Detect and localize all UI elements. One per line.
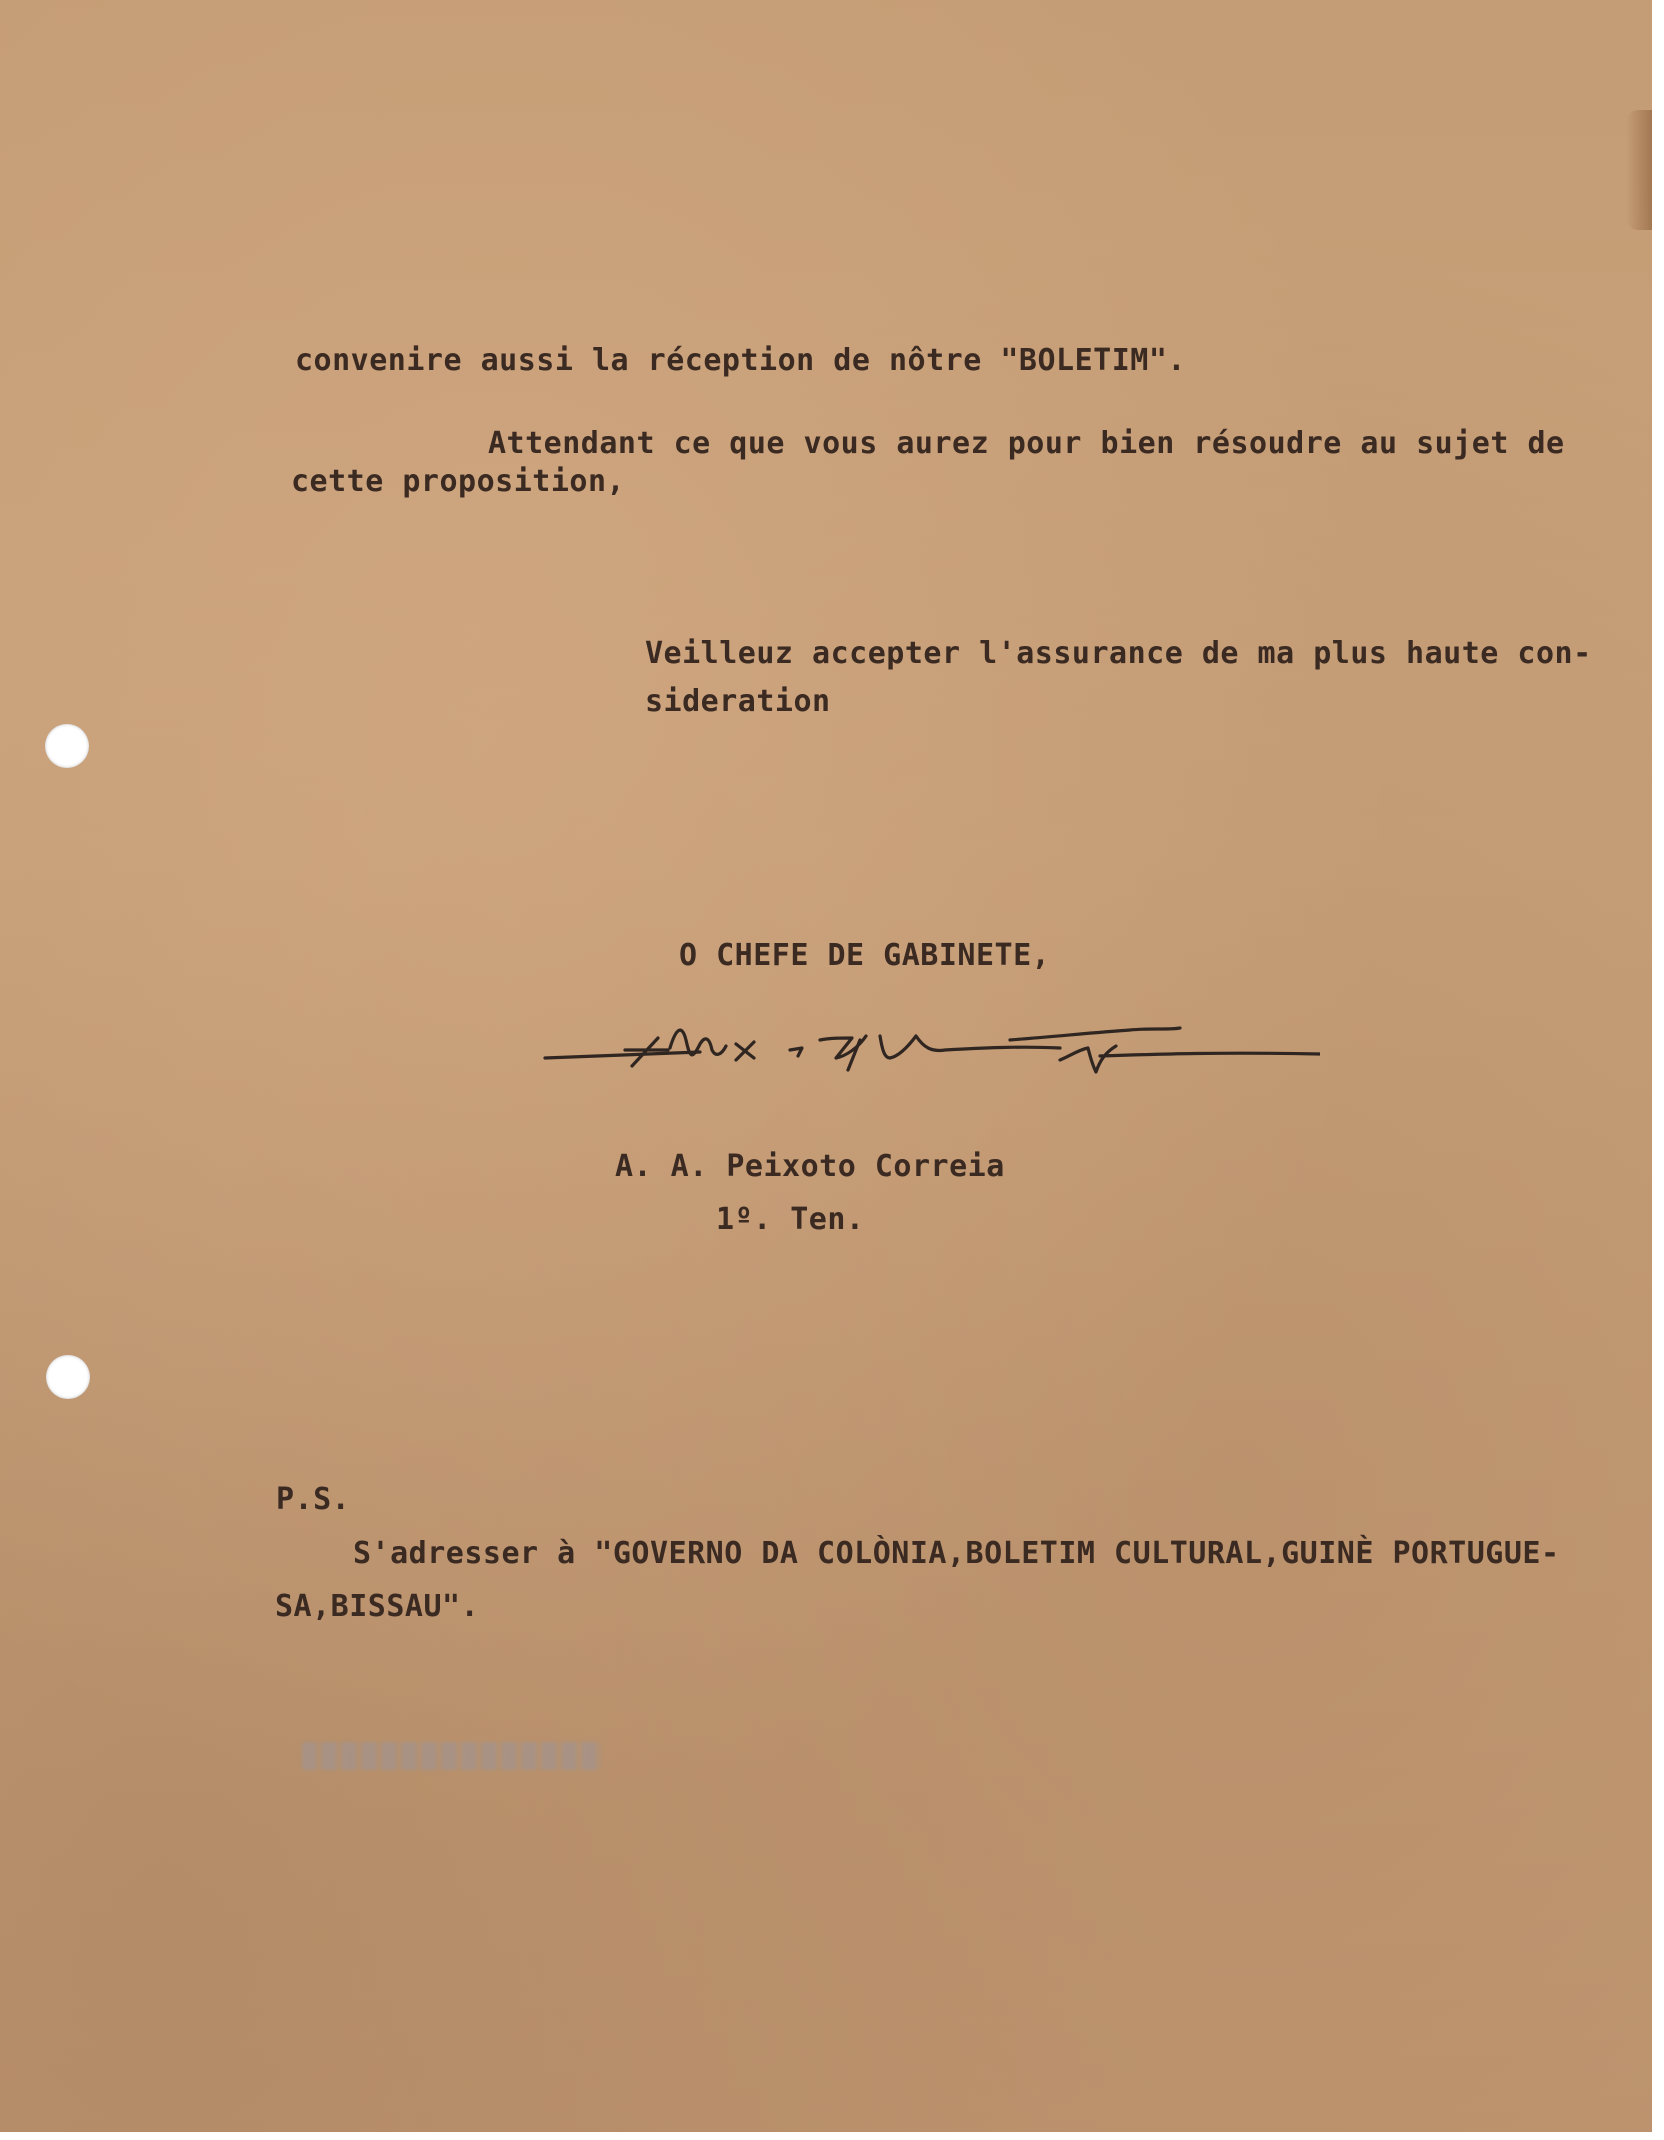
body-line-3: cette proposition, — [291, 464, 626, 499]
signatory-name: A. A. Peixoto Correia — [615, 1149, 1005, 1184]
body-line-1: convenire aussi la réception de nôtre "BOLETIM". — [295, 343, 1186, 378]
body-line-2: Attendant ce que vous aurez pour bien résoudre au sujet de — [488, 426, 1565, 461]
punch-hole-top — [45, 724, 89, 768]
postscript-line-1: S'adresser à "GOVERNO DA COLÒNIA,BOLETIM CULTURAL,GUINÈ PORTUGUE- — [353, 1536, 1560, 1571]
paper-edge-stain — [1626, 110, 1652, 230]
punch-hole-bottom — [46, 1355, 90, 1399]
closing-line-1: Veilleuz accepter l'assurance de ma plus haute con- — [645, 636, 1592, 671]
closing-line-2: sideration — [645, 684, 831, 719]
signatory-rank: 1º. Ten. — [716, 1202, 865, 1237]
faded-stamp-mark — [302, 1742, 602, 1770]
postscript-line-2: SA,BISSAU". — [275, 1589, 480, 1624]
signatory-title: O CHEFE DE GABINETE, — [679, 938, 1051, 973]
postscript-label: P.S. — [276, 1482, 351, 1517]
handwritten-signature — [540, 1000, 1320, 1120]
